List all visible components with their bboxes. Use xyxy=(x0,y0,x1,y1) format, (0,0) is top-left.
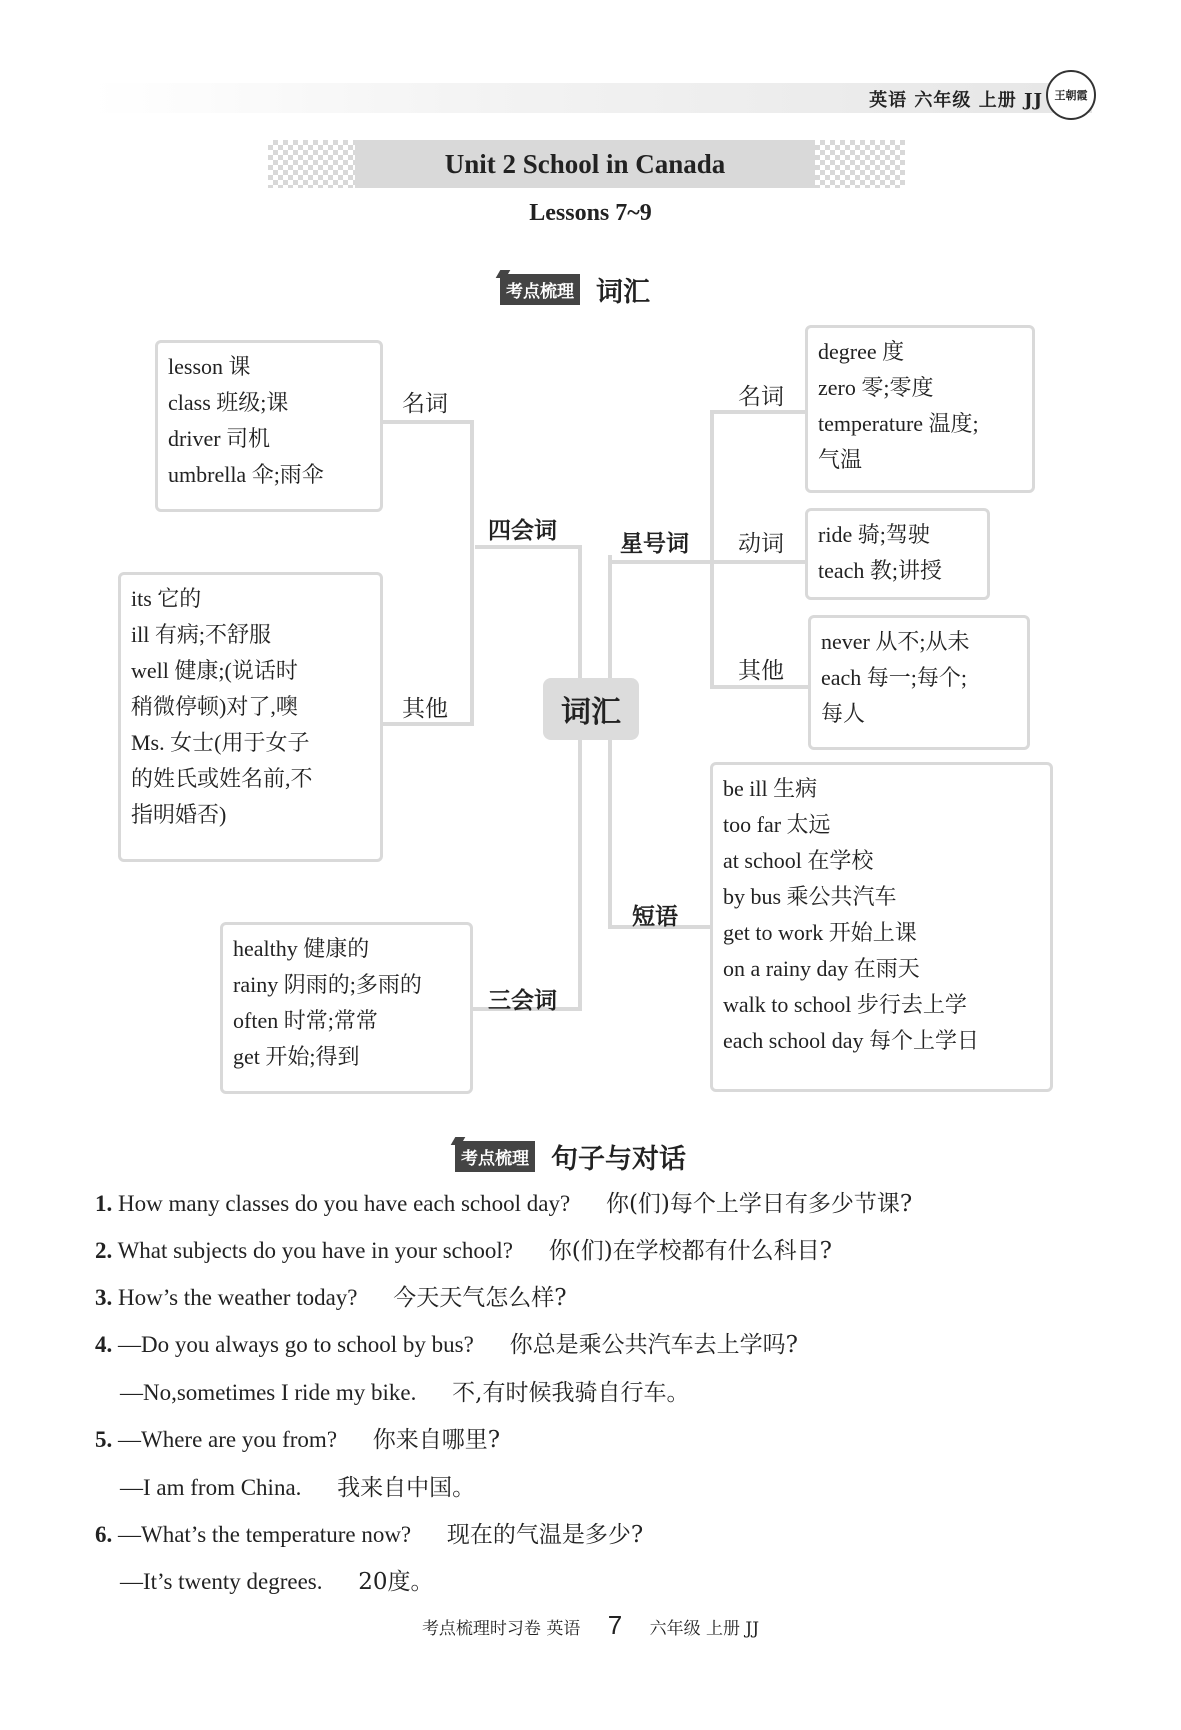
sentence-zh: 你总是乘公共汽车去上学吗? xyxy=(509,1332,798,1358)
footer-left: 考点梳理时习卷 英语 xyxy=(421,1619,581,1639)
list-item: ill 有病;不舒服 xyxy=(131,622,271,647)
vocab-section-title: 词汇 xyxy=(596,277,650,308)
sentence-row xyxy=(95,1326,798,1359)
list-item: each school day 每个上学日 xyxy=(723,1028,979,1053)
sentence-row xyxy=(120,1374,689,1407)
star-others-label: 其他 xyxy=(738,658,784,684)
sentence-number: 1. xyxy=(95,1191,113,1216)
star-others-box xyxy=(808,615,1030,750)
star-verbs-label: 动词 xyxy=(738,531,784,557)
sentence-section-title: 句子与对话 xyxy=(551,1144,686,1175)
list-item: degree 度 xyxy=(818,339,905,364)
vocab-section-tag: 考点梳理 xyxy=(500,274,580,305)
running-title: 英语 六年级 上册 JJ xyxy=(869,90,1043,111)
four-skills-others-label: 其他 xyxy=(402,696,448,722)
four-skills-others-box xyxy=(118,572,383,862)
list-item: temperature 温度; xyxy=(818,411,979,436)
sentence-en: —Do you always go to school by bus? xyxy=(118,1332,474,1357)
banner-pattern-right xyxy=(815,140,905,188)
sentence-row xyxy=(95,1185,912,1218)
four-skills-nouns-box xyxy=(155,340,383,512)
connector-right-trunk xyxy=(608,555,612,925)
list-item: walk to school 步行去上学 xyxy=(723,992,967,1017)
sentence-en: —No,sometimes I ride my bike. xyxy=(120,1380,417,1405)
sentence-number: 2. xyxy=(95,1238,113,1263)
connector-star-branch xyxy=(710,410,714,688)
mindmap-center: 词汇 xyxy=(543,678,639,740)
sentence-row xyxy=(95,1516,643,1549)
page-number: 7 xyxy=(607,1610,623,1640)
star-nouns-label: 名词 xyxy=(738,384,784,410)
sentence-en: How’s the weather today? xyxy=(118,1285,358,1310)
sentence-row xyxy=(95,1232,832,1265)
four-skills-label: 四会词 xyxy=(488,518,557,544)
sentence-en: —It’s twenty degrees. xyxy=(120,1569,323,1594)
unit-title: Unit 2 School in Canada xyxy=(355,140,815,188)
sentence-zh: 你来自哪里? xyxy=(372,1427,501,1453)
star-verbs-box xyxy=(805,508,990,600)
sentence-row xyxy=(120,1563,434,1596)
star-words-label: 星号词 xyxy=(620,531,689,557)
sentence-zh: 我来自中国。 xyxy=(337,1475,476,1501)
list-item: Ms. 女士(用于女子 xyxy=(131,730,310,755)
connector-four-skills xyxy=(475,545,582,549)
vocab-section-head xyxy=(500,270,650,309)
four-skills-nouns-label: 名词 xyxy=(402,391,448,417)
list-item: ride 骑;驾驶 xyxy=(818,522,930,547)
phrases-label: 短语 xyxy=(632,904,678,930)
sentence-zh: 现在的气温是多少? xyxy=(446,1522,644,1548)
list-item: too far 太远 xyxy=(723,812,831,837)
connector-center-up xyxy=(578,545,582,685)
list-item: umbrella 伞;雨伞 xyxy=(168,462,324,487)
list-item: 指明婚否) xyxy=(131,802,227,827)
sentence-row xyxy=(95,1421,500,1454)
list-item: by bus 乘公共汽车 xyxy=(723,884,897,909)
list-item: on a rainy day 在雨天 xyxy=(723,956,920,981)
sentence-zh: 你(们)在学校都有什么科目? xyxy=(548,1238,833,1264)
star-nouns-box xyxy=(805,325,1035,493)
sentence-en: What subjects do you have in your school? xyxy=(117,1238,513,1263)
sentence-en: How many classes do you have each school day? xyxy=(118,1191,571,1216)
sentence-section-head xyxy=(455,1137,686,1176)
connector-star-others xyxy=(710,685,810,689)
sentence-row xyxy=(95,1279,567,1312)
list-item: get 开始;得到 xyxy=(233,1044,360,1069)
sentence-row xyxy=(120,1469,475,1502)
sentence-zh: 今天天气怎么样? xyxy=(393,1285,567,1311)
list-item: well 健康;(说话时 xyxy=(131,658,298,683)
sentence-en: —I am from China. xyxy=(120,1475,302,1500)
connector-four-skills-branch xyxy=(470,420,474,725)
connector-star-verbs xyxy=(710,560,810,564)
three-skills-box xyxy=(220,922,473,1094)
list-item: 每人 xyxy=(821,701,866,726)
sentence-number: 5. xyxy=(95,1427,113,1452)
sentence-number: 6. xyxy=(95,1522,113,1547)
list-item: at school 在学校 xyxy=(723,848,874,873)
connector-nouns-left xyxy=(380,420,474,424)
list-item: its 它的 xyxy=(131,586,202,611)
connector-center-down xyxy=(578,738,582,1010)
logo-text: 王朝霞 xyxy=(1054,89,1088,102)
list-item: lesson 课 xyxy=(168,354,251,379)
list-item: never 从不;从未 xyxy=(821,629,970,654)
list-item: rainy 阴雨的;多雨的 xyxy=(233,972,422,997)
sentence-en: —Where are you from? xyxy=(118,1427,338,1452)
sentence-zh: 不,有时候我骑自行车。 xyxy=(452,1380,690,1406)
list-item: be ill 生病 xyxy=(723,776,818,801)
lessons-subtitle: Lessons 7~9 xyxy=(529,200,652,226)
list-item: driver 司机 xyxy=(168,426,271,451)
phrases-box xyxy=(710,762,1053,1092)
connector-star-words xyxy=(608,560,713,564)
sentence-zh: 你(们)每个上学日有多少节课? xyxy=(605,1191,913,1217)
sentence-zh: 20度。 xyxy=(358,1569,434,1595)
footer-right: 六年级 上册 JJ xyxy=(649,1619,760,1639)
sentence-en: —What’s the temperature now? xyxy=(118,1522,412,1547)
list-item: 的姓氏或姓名前,不 xyxy=(131,766,313,791)
list-item: often 时常;常常 xyxy=(233,1008,378,1033)
banner-pattern-left xyxy=(268,140,358,188)
list-item: 稍微停顿)对了,噢 xyxy=(131,694,298,719)
list-item: zero 零;零度 xyxy=(818,375,934,400)
page-footer xyxy=(0,1610,1181,1641)
list-item: 气温 xyxy=(818,447,863,472)
list-item: healthy 健康的 xyxy=(233,936,370,961)
sentence-section-tag: 考点梳理 xyxy=(455,1141,535,1172)
list-item: class 班级;课 xyxy=(168,390,289,415)
three-skills-label: 三会词 xyxy=(488,988,557,1014)
publisher-logo xyxy=(1046,70,1096,120)
list-item: each 每一;每个; xyxy=(821,665,968,690)
sentence-number: 4. xyxy=(95,1332,113,1357)
sentence-number: 3. xyxy=(95,1285,113,1310)
list-item: teach 教;讲授 xyxy=(818,558,943,583)
list-item: get to work 开始上课 xyxy=(723,920,917,945)
